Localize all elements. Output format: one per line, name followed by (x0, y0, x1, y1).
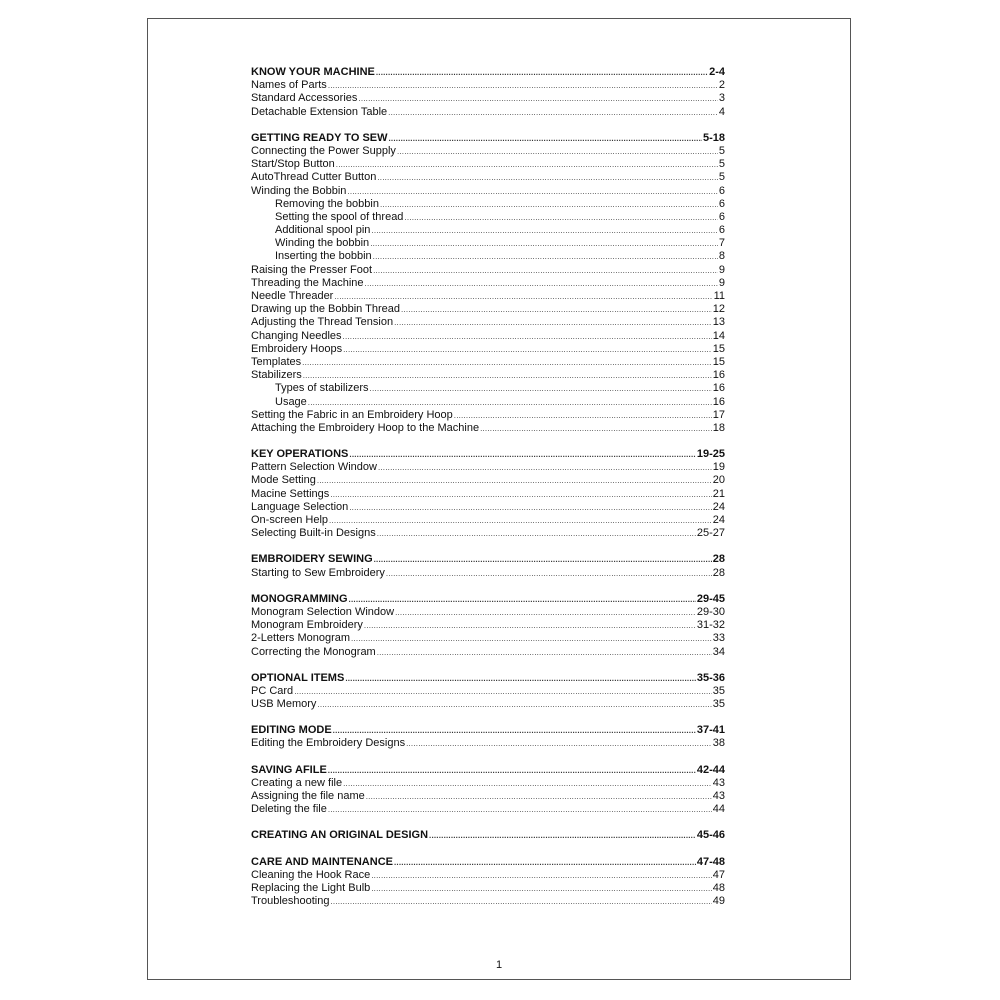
toc-section-editing-mode (251, 724, 725, 750)
entry-page-number: 21 (712, 487, 725, 500)
entry-page-number: 33 (712, 632, 725, 645)
dot-leader (328, 806, 712, 814)
toc-section-key-operations (251, 448, 725, 540)
entry-title: Correcting the Monogram (251, 645, 376, 658)
dot-leader (401, 306, 712, 314)
entry-page-number: 16 (712, 382, 725, 395)
entry-page-number: 12 (712, 303, 725, 316)
dot-leader (373, 253, 718, 261)
section-heading (251, 672, 725, 685)
dot-leader (349, 596, 696, 604)
dot-leader (351, 635, 712, 643)
dot-leader (317, 477, 712, 485)
dot-leader (308, 399, 712, 407)
entry-page-number: 5 (718, 171, 725, 184)
entry-page-number: 47-48 (696, 855, 725, 868)
toc-entry (251, 330, 725, 343)
entry-title: Cleaning the Hook Race (251, 868, 371, 881)
toc-entry (251, 567, 725, 580)
entry-page-number: 13 (712, 316, 725, 329)
entry-page-number: 17 (712, 408, 725, 421)
entry-page-number: 4 (718, 105, 725, 118)
entry-title: Additional spool pin (275, 224, 371, 237)
toc-entry (251, 171, 725, 184)
entry-page-number: 6 (718, 224, 725, 237)
entry-page-number: 9 (718, 276, 725, 289)
section-heading (251, 66, 725, 79)
toc-entry (251, 514, 725, 527)
entry-title: Macine Settings (251, 487, 330, 500)
entry-title: On-screen Help (251, 514, 329, 526)
dot-leader (389, 135, 702, 143)
entry-page-number: 49 (712, 895, 725, 908)
toc-entry (251, 869, 725, 882)
entry-page-number: 3 (718, 92, 725, 105)
entry-page-number: 6 (718, 210, 725, 223)
entry-page-number: 16 (712, 395, 725, 408)
entry-page-number: 35-36 (696, 671, 725, 684)
entry-title: Setting the spool of thread (275, 210, 404, 223)
toc-entry (251, 369, 725, 382)
page-number: 1 (495, 959, 503, 971)
dot-leader (373, 267, 718, 275)
toc-entry (251, 488, 725, 501)
entry-page-number: 19 (712, 461, 725, 474)
dot-leader (364, 622, 696, 630)
toc-entry (251, 698, 725, 711)
entry-title: Embroidery Hoops (251, 342, 343, 355)
entry-title: Standard Accessories (251, 92, 358, 105)
entry-title: Templates (251, 355, 302, 368)
entry-title: 2-Letters Monogram (251, 632, 351, 645)
entry-title: Types of stabilizers (275, 382, 369, 395)
toc-entry (251, 92, 725, 105)
toc-entry (251, 527, 725, 540)
entry-page-number: 9 (718, 263, 725, 276)
toc-entry (251, 737, 725, 750)
entry-page-number: 47 (712, 868, 725, 881)
dot-leader (397, 148, 718, 156)
toc-subentry (251, 237, 725, 250)
section-heading (251, 553, 725, 566)
entry-page-number: 44 (712, 803, 725, 816)
toc-entry (251, 290, 725, 303)
dot-leader (303, 372, 712, 380)
entry-title: Stabilizers (251, 369, 302, 382)
dot-leader (343, 346, 712, 354)
dot-leader (336, 161, 718, 169)
toc-entry (251, 803, 725, 816)
dot-leader (347, 188, 717, 196)
entry-title: CREATING AN ORIGINAL DESIGN (251, 829, 429, 842)
entry-title: Attaching the Embroidery Hoop to the Machine (251, 421, 480, 434)
toc-section-getting-ready-to-sew (251, 132, 725, 435)
toc-entry (251, 158, 725, 171)
entry-title: EDITING MODE (251, 724, 332, 737)
document-page (147, 18, 851, 980)
entry-page-number: 8 (718, 250, 725, 263)
entry-title: Threading the Machine (251, 276, 364, 289)
entry-title: Assigning the file name (251, 790, 365, 802)
entry-title: Connecting the Power Supply (251, 144, 396, 157)
dot-leader (349, 504, 712, 512)
dot-leader (371, 885, 712, 893)
toc-section-optional-items (251, 672, 725, 712)
entry-title: Removing the bobbin (275, 197, 379, 210)
entry-title: GETTING READY TO SEW (251, 131, 388, 144)
dot-leader (386, 570, 712, 578)
entry-title: Language Selection (251, 500, 349, 513)
entry-page-number: 6 (718, 197, 725, 210)
entry-page-number: 42-44 (696, 763, 725, 776)
entry-page-number: 48 (712, 881, 725, 894)
dot-leader (333, 727, 696, 735)
entry-page-number: 34 (712, 645, 725, 658)
entry-page-number: 14 (712, 329, 725, 342)
entry-page-number: 38 (712, 737, 725, 750)
entry-title: KEY OPERATIONS (251, 448, 349, 461)
dot-leader (394, 319, 712, 327)
toc-entry (251, 882, 725, 895)
entry-title: Inserting the bobbin (275, 250, 372, 263)
entry-page-number: 31-32 (696, 619, 725, 632)
toc-entry (251, 777, 725, 790)
dot-leader (334, 293, 712, 301)
toc-entry (251, 422, 725, 435)
dot-leader (370, 385, 712, 393)
dot-leader (388, 109, 718, 117)
entry-page-number: 18 (712, 421, 725, 434)
toc-subentry (251, 382, 725, 395)
section-heading (251, 448, 725, 461)
dot-leader (328, 82, 718, 90)
entry-page-number: 11 (713, 290, 725, 302)
entry-title: USB Memory (251, 698, 317, 711)
toc-entry (251, 619, 725, 632)
toc-subentry (251, 224, 725, 237)
dot-leader (317, 701, 711, 709)
toc-section-know-your-machine (251, 66, 725, 119)
dot-leader (377, 649, 712, 657)
toc-entry (251, 185, 725, 198)
entry-page-number: 2 (718, 79, 725, 92)
section-heading (251, 132, 725, 145)
entry-title: KNOW YOUR MACHINE (251, 66, 375, 78)
entry-page-number: 43 (712, 776, 725, 789)
section-heading (251, 829, 725, 842)
dot-leader (404, 214, 717, 222)
entry-page-number: 2-4 (709, 66, 725, 78)
toc-entry (251, 790, 725, 803)
entry-page-number: 16 (712, 369, 725, 382)
toc-entry (251, 106, 725, 119)
dot-leader (329, 517, 712, 525)
dot-leader (358, 95, 717, 103)
toc-entry (251, 303, 725, 316)
entry-title: Starting to Sew Embroidery (251, 566, 385, 579)
section-heading (251, 856, 725, 869)
toc-entry (251, 606, 725, 619)
toc-entry (251, 343, 725, 356)
entry-title: Deleting the file (251, 803, 327, 816)
toc-section-embroidery-sewing (251, 553, 725, 579)
entry-page-number: 29-30 (696, 605, 725, 618)
dot-leader (377, 530, 696, 538)
toc-entry (251, 145, 725, 158)
entry-title: Editing the Embroidery Designs (251, 737, 406, 750)
dot-leader (366, 793, 712, 801)
toc-entry (251, 277, 725, 290)
dot-leader (371, 227, 717, 235)
toc-subentry (251, 396, 725, 409)
entry-page-number: 28 (712, 566, 725, 579)
dot-leader (406, 740, 712, 748)
entry-title: Needle Threader (251, 290, 334, 302)
entry-page-number: 6 (718, 184, 725, 197)
entry-page-number: 43 (712, 790, 725, 802)
toc-entry (251, 356, 725, 369)
entry-title: Monogram Embroidery (251, 619, 363, 632)
entry-title: Winding the Bobbin (251, 184, 347, 197)
entry-title: Winding the bobbin (275, 237, 370, 250)
entry-title: Adjusting the Thread Tension (251, 316, 394, 329)
entry-page-number: 20 (712, 474, 725, 487)
toc-entry (251, 632, 725, 645)
entry-title: Usage (275, 395, 307, 408)
toc-subentry (251, 250, 725, 263)
entry-title: MONOGRAMMING (251, 592, 348, 605)
toc-entry (251, 264, 725, 277)
dot-leader (429, 832, 696, 840)
dot-leader (480, 425, 712, 433)
dot-leader (454, 412, 712, 420)
dot-leader (376, 69, 708, 77)
dot-leader (378, 464, 712, 472)
toc-entry (251, 646, 725, 659)
entry-title: PC Card (251, 684, 294, 697)
entry-title: Troubleshooting (251, 895, 330, 908)
entry-title: Selecting Built-in Designs (251, 527, 376, 540)
dot-leader (294, 688, 712, 696)
entry-page-number: 5 (718, 158, 725, 171)
toc-subentry (251, 198, 725, 211)
toc-section-saving-afile (251, 764, 725, 817)
toc-entry (251, 79, 725, 92)
entry-page-number: 24 (712, 500, 725, 513)
entry-title: Names of Parts (251, 79, 327, 92)
entry-page-number: 15 (712, 355, 725, 368)
entry-page-number: 37-41 (696, 724, 725, 737)
entry-page-number: 28 (712, 553, 725, 566)
dot-leader (370, 240, 718, 248)
toc-entry (251, 474, 725, 487)
entry-title: Drawing up the Bobbin Thread (251, 303, 401, 316)
toc-entry (251, 461, 725, 474)
entry-page-number: 29-45 (696, 592, 725, 605)
entry-title: Raising the Presser Foot (251, 263, 373, 276)
entry-page-number: 35 (712, 698, 725, 711)
toc-section-monogramming (251, 593, 725, 659)
entry-page-number: 15 (712, 342, 725, 355)
dot-leader (345, 675, 696, 683)
dot-leader (343, 333, 712, 341)
table-of-contents (251, 66, 725, 921)
entry-title: OPTIONAL ITEMS (251, 671, 345, 684)
entry-page-number: 19-25 (696, 448, 725, 461)
entry-title: AutoThread Cutter Button (251, 171, 377, 184)
dot-leader (371, 872, 712, 880)
entry-page-number: 24 (712, 514, 725, 526)
entry-title: Replacing the Light Bulb (251, 881, 371, 894)
toc-section-care-and-maintenance (251, 856, 725, 909)
section-heading (251, 724, 725, 737)
dot-leader (330, 491, 711, 499)
section-heading (251, 764, 725, 777)
entry-page-number: 5 (718, 144, 725, 157)
entry-page-number: 7 (718, 237, 725, 250)
toc-entry (251, 316, 725, 329)
section-heading (251, 593, 725, 606)
entry-title: SAVING AFILE (251, 763, 327, 776)
entry-title: Start/Stop Button (251, 158, 335, 171)
entry-page-number: 35 (712, 684, 725, 697)
dot-leader (302, 359, 712, 367)
entry-title: EMBROIDERY SEWING (251, 553, 373, 566)
entry-page-number: 45-46 (696, 829, 725, 842)
toc-entry (251, 501, 725, 514)
toc-section-creating-an-original-design (251, 829, 725, 842)
dot-leader (330, 898, 711, 906)
entry-title: Pattern Selection Window (251, 461, 377, 474)
dot-leader (365, 280, 718, 288)
dot-leader (395, 609, 696, 617)
dot-leader (380, 201, 718, 209)
toc-entry (251, 895, 725, 908)
toc-entry (251, 409, 725, 422)
entry-title: Detachable Extension Table (251, 105, 388, 118)
dot-leader (349, 451, 695, 459)
entry-title: Setting the Fabric in an Embroidery Hoop (251, 408, 453, 421)
dot-leader (394, 859, 696, 867)
dot-leader (377, 174, 718, 182)
entry-title: Monogram Selection Window (251, 605, 395, 618)
dot-leader (328, 767, 696, 775)
entry-title: Mode Setting (251, 474, 316, 487)
entry-page-number: 5-18 (702, 131, 725, 144)
dot-leader (374, 556, 712, 564)
toc-entry (251, 685, 725, 698)
toc-subentry (251, 211, 725, 224)
entry-title: Creating a new file (251, 776, 343, 789)
dot-leader (343, 780, 712, 788)
entry-page-number: 25-27 (696, 527, 725, 540)
entry-title: Changing Needles (251, 329, 342, 342)
entry-title: CARE AND MAINTENANCE (251, 855, 393, 868)
